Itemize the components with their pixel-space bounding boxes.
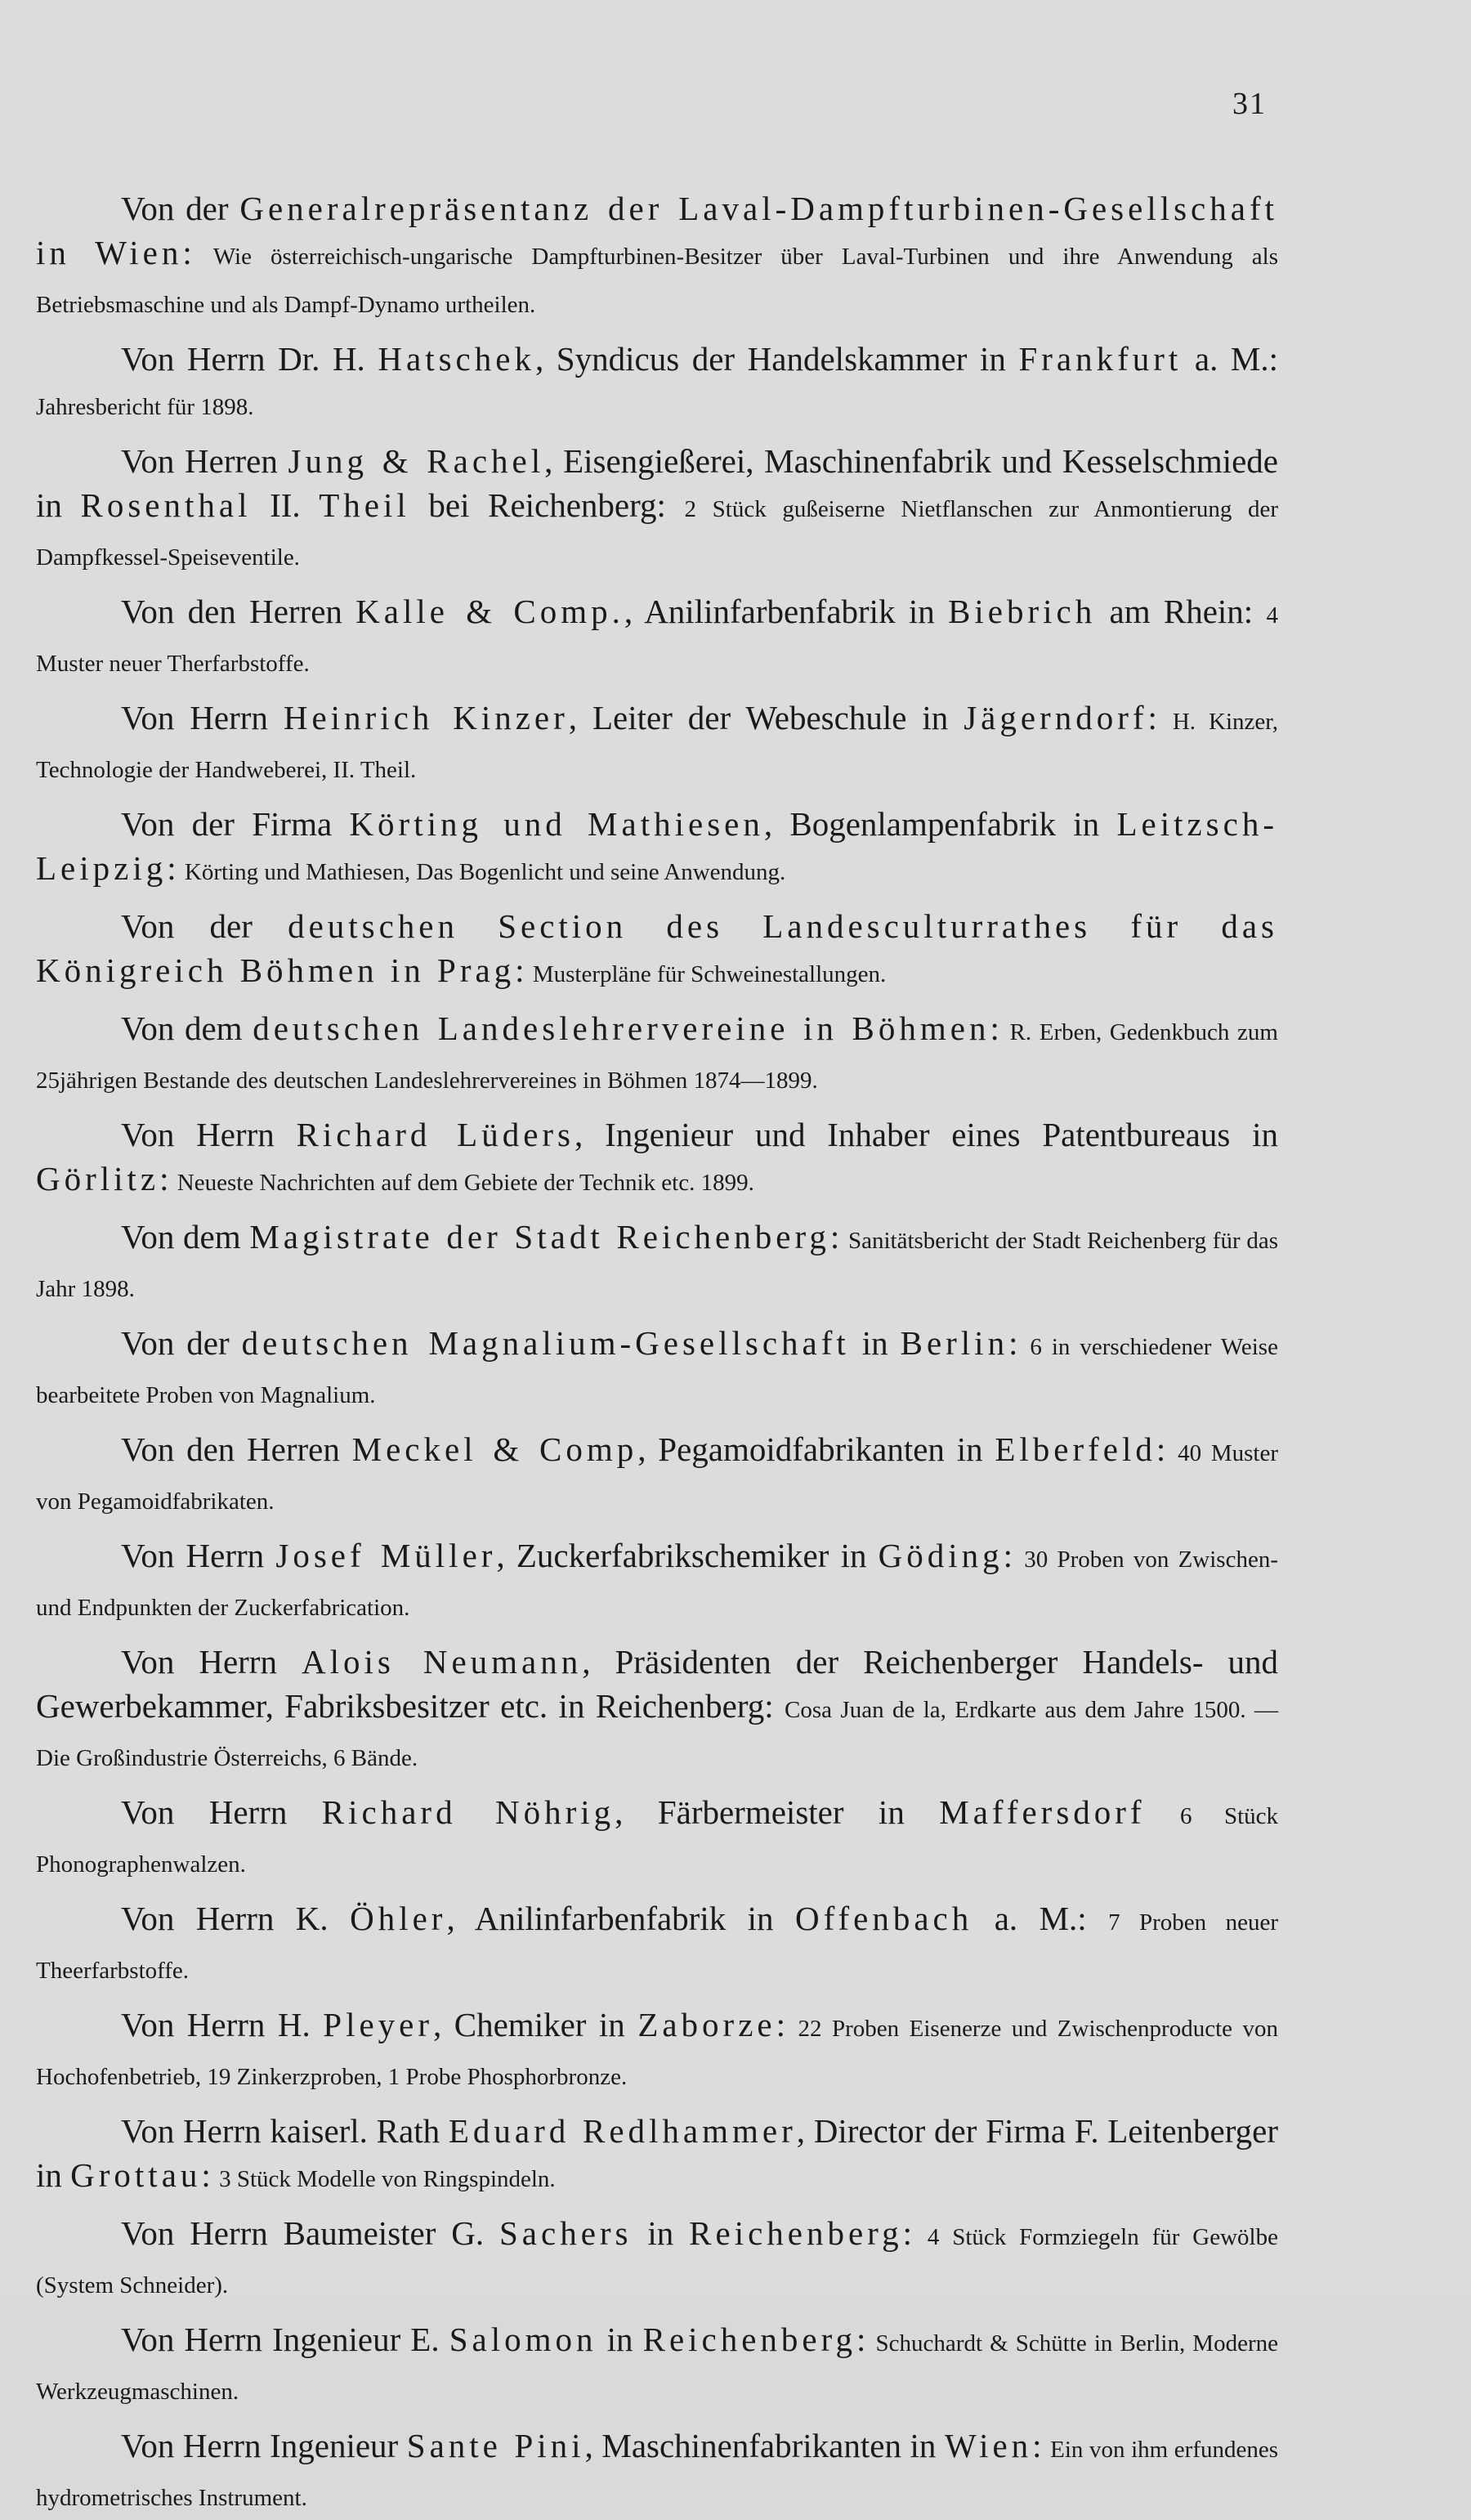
entry-text: , Präsidenten der Reichenberger Handels- und Gewerbekammer, Fabriksbesitzer etc. in Reichenberg: <box>36 1643 1278 1725</box>
entry-text: Von der <box>121 1324 242 1362</box>
entry-name-spaced: Salomon <box>449 2321 597 2358</box>
entry-name-spaced: Pleyer <box>323 2006 434 2043</box>
donation-entry <box>36 439 1278 580</box>
donation-entry <box>36 1790 1278 1887</box>
entry-text: , Leiter der Webeschule in <box>568 699 964 736</box>
donation-entry <box>36 802 1278 894</box>
entry-text <box>1146 1793 1180 1831</box>
donation-entry <box>36 1006 1278 1103</box>
donation-entry <box>36 2109 1278 2201</box>
entry-text: : <box>159 1160 177 1197</box>
entry-text: a. M.: <box>972 1900 1109 1937</box>
entry-description: 22 Proben Eisenerze und Zwischenproducte von Hochofenbetrieb, 19 Zinkerzproben, 1 Probe Phosphorbronze. <box>36 2016 1278 2090</box>
entry-text: Von Herren <box>121 442 288 480</box>
entry-name-spaced: Elberfeld <box>995 1430 1156 1468</box>
entry-description: Sanitätsbericht der Stadt Reichenberg für das Jahr 1898. <box>36 1228 1278 1302</box>
entry-text: Von Herrn <box>121 1793 322 1831</box>
entry-text: Von der Firma <box>121 805 350 843</box>
entry-text: : <box>829 1218 848 1256</box>
entry-name-spaced: Berlin <box>900 1324 1009 1362</box>
entry-text: , Anilinfarbenfabrik in <box>624 593 949 630</box>
entry-text: , Färbermeister in <box>615 1793 940 1831</box>
entry-text: , Pegamoidfabrikanten in <box>637 1430 995 1468</box>
entry-description: 3 Stück Modelle von Ringspindeln. <box>219 2166 556 2192</box>
entry-text: Von den Herren <box>121 1430 352 1468</box>
donation-list <box>36 186 1278 2520</box>
entry-text: in <box>597 2321 643 2358</box>
entry-name-spaced: Göding <box>878 1537 1004 1574</box>
donation-entry <box>36 1896 1278 1993</box>
entry-description: H. Kinzer, Technologie der Handweberei, II. Theil. <box>36 709 1278 783</box>
entry-name-spaced: Maffersdorf <box>939 1793 1146 1831</box>
entry-description: 40 Muster von Pegamoidfabrikaten. <box>36 1440 1278 1515</box>
donation-entry <box>36 696 1278 792</box>
entry-text: : <box>776 2006 798 2043</box>
entry-text: Von Herrn K. <box>121 1900 351 1937</box>
entry-name-spaced: deutschen Section des Landesculturrathes für das Königreich Böhmen in Prag <box>36 907 1278 989</box>
entry-name-spaced: Biebrich <box>948 593 1097 630</box>
entry-text: , Bogenlampenfabrik in <box>763 805 1117 843</box>
entry-name-spaced: Reichenberg <box>689 2214 903 2252</box>
entry-name-spaced: Reichenberg <box>642 2321 857 2358</box>
entry-text: : <box>201 2156 220 2194</box>
entry-text: : <box>902 2214 928 2252</box>
donation-entry <box>36 2424 1278 2520</box>
entry-description: Musterpläne für Schweinestallungen. <box>532 961 887 987</box>
entry-name-spaced: Zaborze <box>637 2006 776 2043</box>
entry-text: : <box>167 849 185 887</box>
entry-description: Schuchardt & Schütte in Berlin, Moderne Werkzeugmaschinen. <box>36 2330 1278 2405</box>
entry-text: , Director der Firma F. Leitenberger in <box>36 2112 1278 2194</box>
entry-description: 7 Proben neuer Theerfarbstoffe. <box>36 1909 1279 1984</box>
entry-name-spaced: Jägerndorf <box>964 699 1148 736</box>
entry-text: a. M.: <box>1182 340 1279 378</box>
entry-text: , Anilinfarbenfabrik in <box>446 1900 795 1937</box>
entry-name-spaced: Jung & Rachel <box>288 442 545 480</box>
entry-text: : <box>515 951 533 989</box>
entry-description: 6 Stück Phonographenwalzen. <box>36 1803 1278 1878</box>
entry-text: Von Herrn <box>121 1537 276 1574</box>
entry-text: Von Herrn Baumeister G. <box>121 2214 499 2252</box>
entry-name-spaced: Richard Lüders <box>296 1116 575 1153</box>
entry-text: : <box>1003 1537 1025 1574</box>
entry-name-spaced: Heinrich Kinzer <box>283 699 569 736</box>
entry-name-spaced: Leitzsch-Leipzig <box>36 805 1278 887</box>
donation-entry <box>36 1640 1278 1780</box>
donation-entry <box>36 1112 1278 1205</box>
entry-text: : <box>990 1009 1010 1047</box>
entry-name-spaced: Alois Neumann <box>301 1643 583 1681</box>
entry-name-spaced: Josef Müller <box>275 1537 497 1574</box>
donation-entry <box>36 2211 1278 2307</box>
entry-text: Von Herrn <box>121 1643 302 1681</box>
entry-text: Von Herrn Ingenieur E. <box>121 2321 449 2358</box>
entry-name-spaced: Sachers <box>499 2214 633 2252</box>
entry-text: : <box>182 234 213 271</box>
entry-text: Von den Herren <box>121 593 356 630</box>
entry-description: 6 in verschiedener Weise bearbeitete Proben von Magnalium. <box>36 1334 1278 1408</box>
entry-name-spaced: Kalle & Comp. <box>355 593 624 630</box>
donation-entry <box>36 337 1278 429</box>
donation-entry <box>36 2317 1278 2414</box>
entry-text: Von Herrn Ingenieur <box>121 2427 407 2464</box>
entry-text: Von Herrn H. <box>121 2006 324 2043</box>
donation-entry <box>36 1321 1278 1417</box>
entry-description: Cosa Juan de la, Erdkarte aus dem Jahre 1500. — Die Großindustrie Österreichs, 6 Bände. <box>36 1697 1279 1771</box>
entry-text: , Eisengießerei, Maschinenfabrik und Kesselschmiede in <box>36 442 1278 524</box>
donation-entry <box>36 904 1278 996</box>
entry-text: Von der <box>121 190 240 227</box>
entry-name-spaced: Rosenthal <box>80 486 252 524</box>
entry-name-spaced: deutschen Magnalium-Gesellschaft <box>241 1324 850 1362</box>
entry-name-spaced: Eduard Redlhammer <box>448 2112 797 2150</box>
entry-name-spaced: Generalrepräsentanz der Laval-Dampfturbinen-Gesellschaft in Wien <box>36 190 1278 271</box>
entry-name-spaced: Grottau <box>70 2156 202 2194</box>
donation-entry <box>36 1533 1278 1630</box>
donation-entry <box>36 1427 1278 1524</box>
entry-name-spaced: Theil <box>319 486 410 524</box>
entry-text: bei Reichenberg: <box>409 486 685 524</box>
entry-text: , Ingenieur und Inhaber eines Patentbureaus in <box>575 1116 1279 1153</box>
entry-name-spaced: Richard Nöhrig <box>321 1793 615 1831</box>
entry-name-spaced: Hatschek <box>378 340 535 378</box>
entry-text: : <box>1032 2427 1051 2464</box>
entry-text: : <box>1147 699 1173 736</box>
donation-entry <box>36 2003 1278 2099</box>
entry-text: , Maschinenfabrikanten in <box>584 2427 946 2464</box>
entry-text: Von der <box>121 907 288 945</box>
page-number: 31 <box>1232 87 1267 121</box>
entry-name-spaced: Wien <box>945 2427 1033 2464</box>
entry-name-spaced: deutschen Landeslehrervereine in Böhmen <box>253 1009 990 1047</box>
entry-text: : <box>856 2321 876 2358</box>
entry-text: II. <box>251 486 320 524</box>
entry-text: am Rhein: <box>1096 593 1267 630</box>
entry-description: 4 Muster neuer Therfarbstoffe. <box>36 602 1278 677</box>
entry-text: Von Herrn Dr. H. <box>121 340 378 378</box>
entry-text: , Chemiker in <box>433 2006 638 2043</box>
entry-text: Von dem <box>121 1009 253 1047</box>
entry-description: Ein von ihm erfundenes hydrometrisches Instrument. <box>36 2437 1278 2511</box>
donation-entry <box>36 1215 1278 1311</box>
entry-name-spaced: Körting und Mathiesen <box>349 805 764 843</box>
entry-description: 4 Stück Formziegeln für Gewölbe (System Schneider). <box>36 2224 1278 2298</box>
entry-name-spaced: Sante Pini <box>406 2427 585 2464</box>
entry-text: , Syndicus der Handelskammer in <box>534 340 1019 378</box>
entry-text: in <box>632 2214 690 2252</box>
entry-name-spaced: Öhler <box>350 1900 447 1937</box>
entry-text: Von Herrn <box>121 699 284 736</box>
entry-description: Neueste Nachrichten auf dem Gebiete der Technik etc. 1899. <box>177 1170 754 1196</box>
entry-text: Von Herrn <box>121 1116 297 1153</box>
donation-entry <box>36 186 1278 327</box>
entry-name-spaced: Görlitz <box>36 1160 160 1197</box>
entry-text: : <box>1008 1324 1031 1362</box>
entry-description: Jahresbericht für 1898. <box>36 394 254 420</box>
entry-description: 30 Proben von Zwischen- und Endpunkten der Zuckerfabrication. <box>36 1546 1278 1621</box>
entry-text: Von dem <box>121 1218 250 1256</box>
entry-text: in <box>849 1324 901 1362</box>
entry-description: Körting und Mathiesen, Das Bogenlicht und seine Anwendung. <box>184 859 786 885</box>
entry-name-spaced: Meckel & Comp <box>351 1430 638 1468</box>
entry-text: , Zuckerfabrikschemiker in <box>496 1537 879 1574</box>
entry-text: : <box>1156 1430 1178 1468</box>
entry-name-spaced: Frankfurt <box>1018 340 1183 378</box>
entry-description: R. Erben, Gedenkbuch zum 25jährigen Bestande des deutschen Landeslehrervereines in Böhmen 1874—1899. <box>36 1019 1278 1094</box>
entry-description: 2 Stück gußeiserne Nietflanschen zur Anmontierung der Dampfkessel-Speiseventile. <box>36 496 1278 571</box>
entry-name-spaced: Offenbach <box>794 1900 973 1937</box>
entry-name-spaced: Magistrate der Stadt Reichenberg <box>249 1218 830 1256</box>
donation-entry <box>36 589 1278 686</box>
entry-description: Wie österreichisch-ungarische Dampfturbinen-Besitzer über Laval-Turbinen und ihre Anwendung als Betriebsmaschine und als Dampf-Dynamo urtheilen. <box>36 244 1278 318</box>
entry-text: Von Herrn kaiserl. Rath <box>121 2112 449 2150</box>
